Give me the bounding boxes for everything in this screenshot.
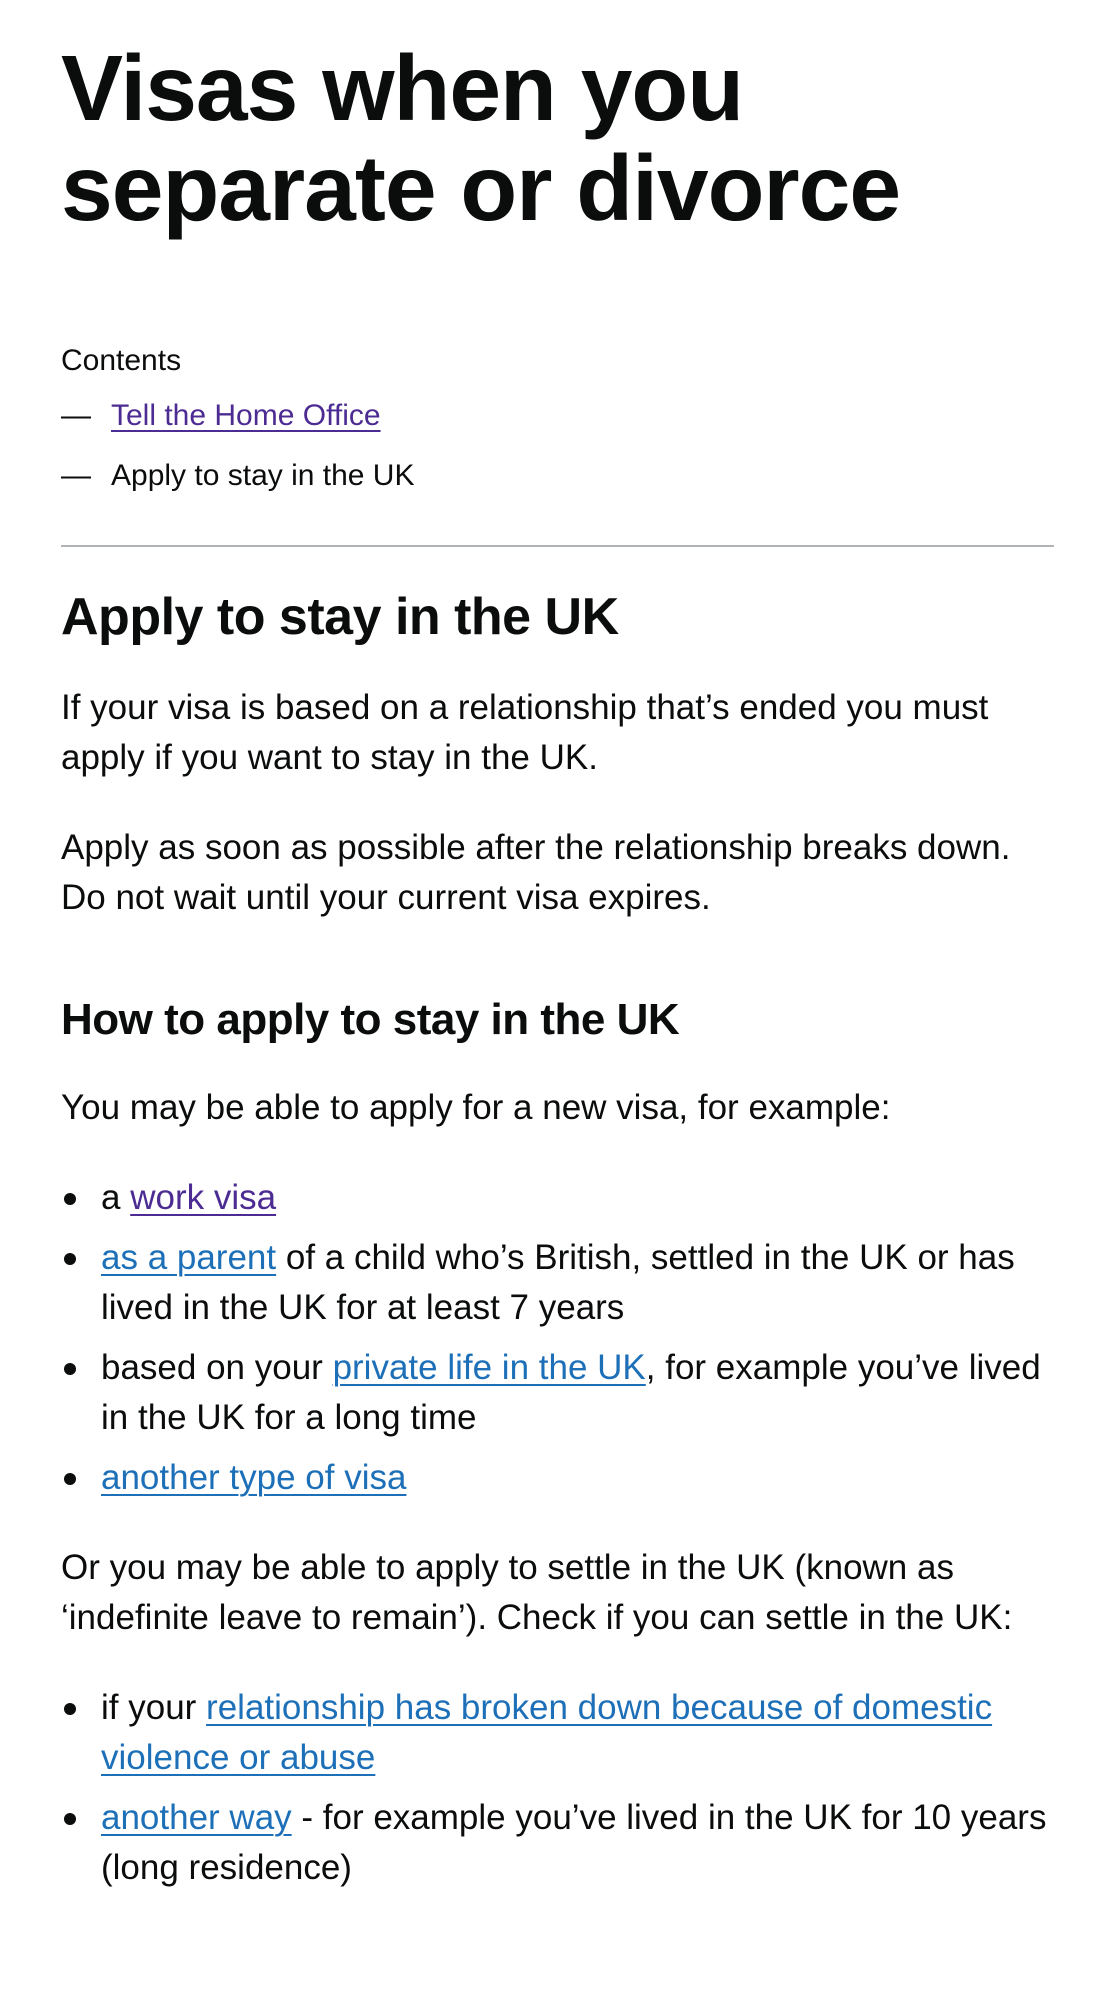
list-text: , for example you’ve lived in the UK for a long time — [101, 1348, 1041, 1437]
list-text: - for example you’ve lived in the UK for 10 years (long residence) — [101, 1798, 1047, 1887]
list-text: of a child who’s British, settled in the UK or has lived in the UK for at least 7 years — [101, 1238, 1015, 1327]
contents-nav — [61, 343, 1046, 495]
private-life-link[interactable]: private life in the UK — [332, 1348, 646, 1387]
section-heading: Apply to stay in the UK — [61, 588, 619, 646]
another-type-of-visa-link[interactable]: another type of visa — [101, 1458, 407, 1497]
paragraph-apply-soon: Apply as soon as possible after the relationship breaks down. Do not wait until your current visa expires. — [61, 828, 1011, 917]
list-item — [61, 1683, 1056, 1783]
contents-item-apply-to-stay — [61, 457, 1046, 495]
another-way-link[interactable]: another way — [101, 1798, 292, 1837]
list-item — [61, 1233, 1056, 1333]
domestic-violence-link[interactable]: relationship has broken down because of domestic violence or abuse — [101, 1688, 993, 1777]
page-title: Visas when you separate or divorce — [61, 36, 901, 240]
list-item — [61, 1173, 1056, 1223]
list-text: if your — [101, 1688, 207, 1727]
contents-list — [61, 397, 1046, 495]
contents-link-tell-home-office[interactable]: Tell the Home Office — [111, 399, 381, 432]
contents-dash: — — [61, 459, 91, 492]
paragraph-relationship-ended: If your visa is based on a relationship that’s ended you must apply if you want to stay in the UK. — [61, 688, 989, 777]
contents-heading: Contents — [61, 344, 182, 377]
settle-options-list — [61, 1683, 1056, 1893]
subheading-how-to-apply: How to apply to stay in the UK — [61, 995, 680, 1044]
visa-options-list — [61, 1173, 1056, 1503]
list-text: a — [101, 1178, 131, 1217]
list-text: based on your — [101, 1348, 333, 1387]
as-a-parent-link[interactable]: as a parent — [101, 1238, 277, 1277]
section-divider — [61, 545, 1054, 547]
contents-current-apply-to-stay: Apply to stay in the UK — [111, 459, 415, 492]
list-item — [61, 1793, 1056, 1893]
paragraph-new-visa-intro: You may be able to apply for a new visa, for example: — [61, 1088, 891, 1127]
contents-item-tell-home-office — [61, 397, 1046, 435]
list-item — [61, 1453, 1056, 1503]
contents-dash: — — [61, 399, 91, 432]
list-item — [61, 1343, 1056, 1443]
work-visa-link[interactable]: work visa — [130, 1178, 277, 1217]
paragraph-settle-intro: Or you may be able to apply to settle in the UK (known as ‘indefinite leave to remain’). Check if you can settle in the UK: — [61, 1548, 1013, 1637]
